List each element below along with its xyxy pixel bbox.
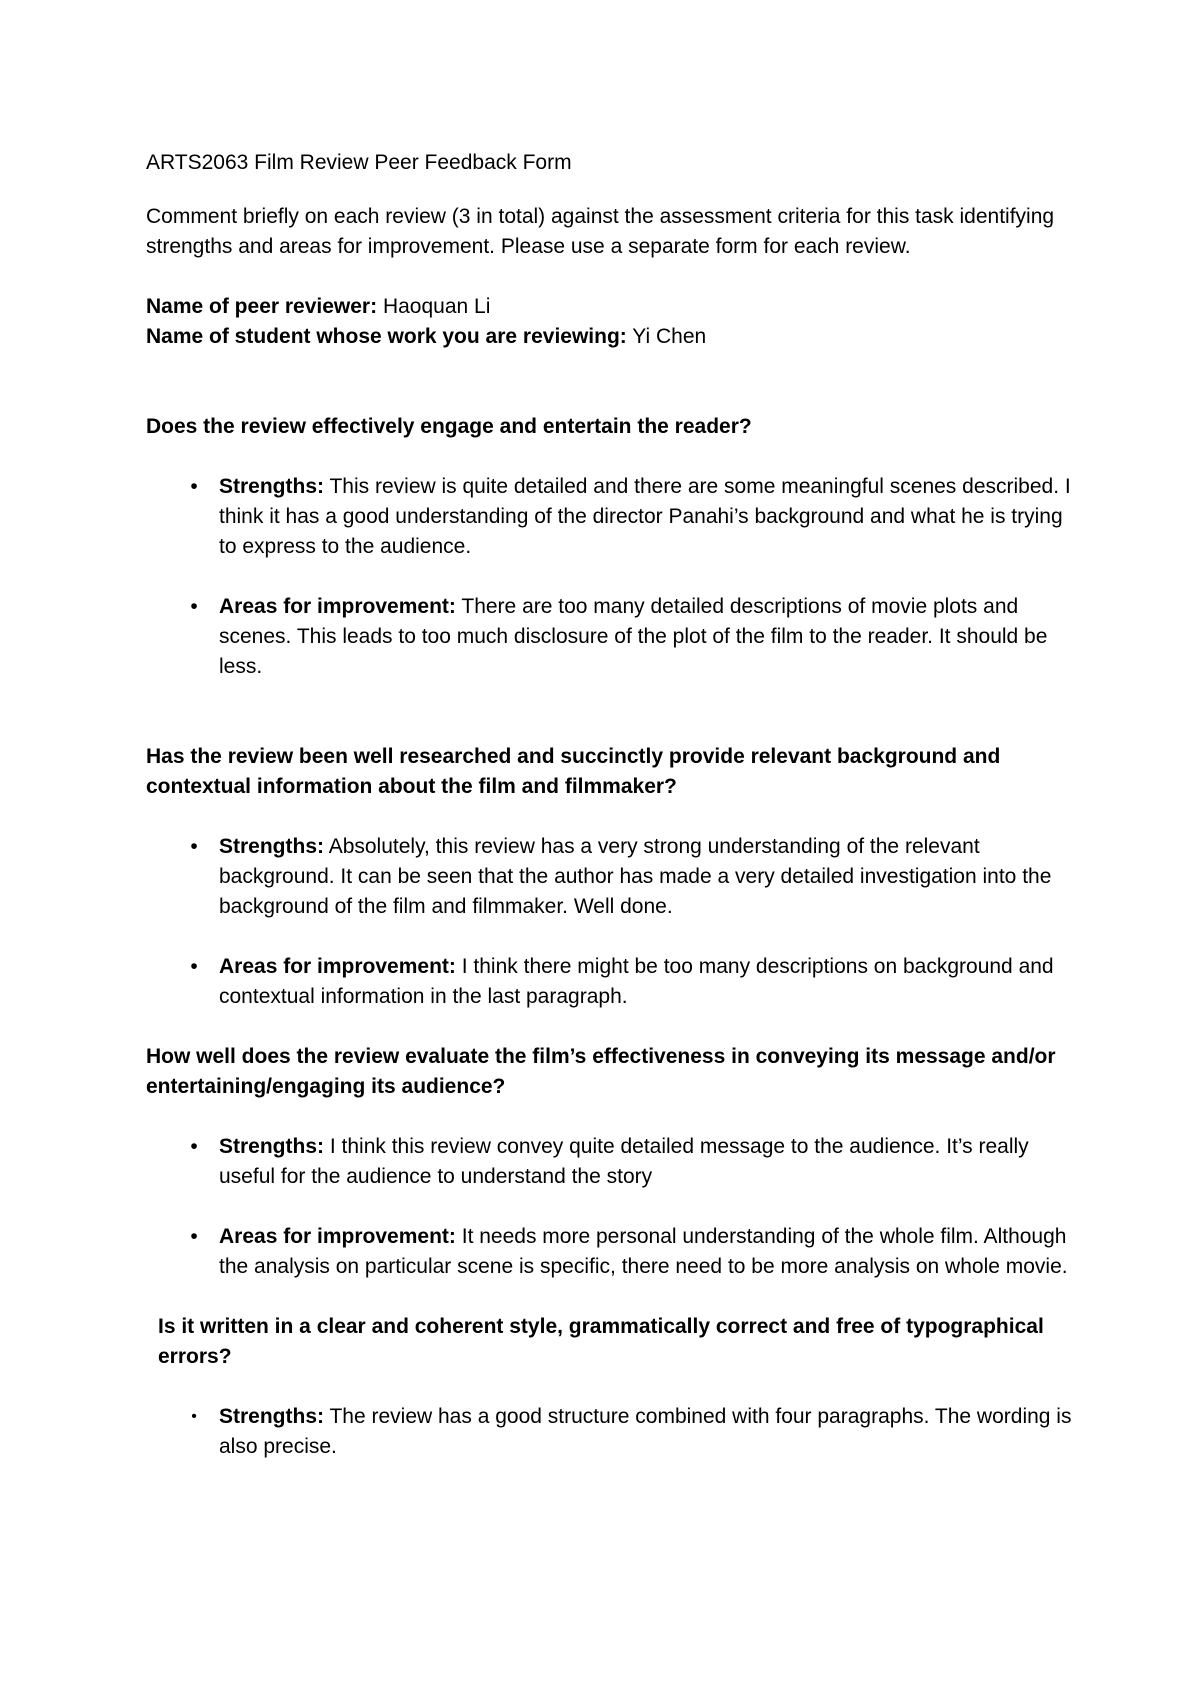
- criterion-question: How well does the review evaluate the film’s effectiveness in conveying its message and/or entertaining/engaging its audience?: [146, 1045, 1056, 1098]
- criterion-section-3: [146, 1042, 1076, 1282]
- bullet-icon: •: [190, 955, 198, 978]
- student-name: Yi Chen: [632, 325, 707, 348]
- improvement-item: [146, 1222, 1076, 1282]
- strengths-text: This review is quite detailed and there are some meaningful scenes described. I think it has a good understanding of the director Panahi’s background and what he is trying to express to the audience.: [219, 475, 1071, 558]
- improvement-text: It needs more personal understanding of the whole film. Although the analysis on particular scene is specific, there need to be more analysis on whole movie.: [219, 1225, 1068, 1278]
- bullet-icon: •: [190, 1135, 198, 1158]
- feedback-list: [146, 832, 1076, 1012]
- criterion-section-4: [146, 1312, 1076, 1462]
- strengths-item: [146, 1132, 1076, 1192]
- student-label: Name of student whose work you are reviewing:: [146, 325, 627, 348]
- strengths-text: The review has a good structure combined with four paragraphs. The wording is also precise.: [219, 1405, 1072, 1458]
- strengths-text: Absolutely, this review has a very strong understanding of the relevant background. It can be seen that the author has made a very detailed investigation into the background of the film and filmmaker. Well done.: [219, 835, 1052, 918]
- bullet-icon: •: [190, 475, 198, 498]
- bullet-icon: •: [190, 1225, 198, 1248]
- bullet-icon: •: [190, 835, 198, 858]
- improvement-label: Areas for improvement:: [219, 1225, 456, 1248]
- strengths-label: Strengths:: [219, 1135, 324, 1158]
- improvement-item: [146, 592, 1076, 682]
- improvement-label: Areas for improvement:: [219, 595, 456, 618]
- improvement-item: [146, 952, 1076, 1012]
- student-line: [146, 322, 1076, 352]
- form-title: ARTS2063 Film Review Peer Feedback Form: [146, 151, 572, 174]
- strengths-item: [146, 472, 1076, 562]
- feedback-list: [146, 1132, 1076, 1282]
- improvement-text: I think there might be too many descriptions on background and contextual information in the last paragraph.: [219, 955, 1054, 1008]
- strengths-item: [146, 832, 1076, 922]
- criterion-section-1: [146, 412, 1076, 682]
- document-page: [146, 148, 1076, 1462]
- peer-reviewer-line: [146, 292, 1076, 322]
- criterion-question: Is it written in a clear and coherent style, grammatically correct and free of typographical errors?: [158, 1315, 1044, 1368]
- criterion-question: Does the review effectively engage and entertain the reader?: [146, 415, 752, 438]
- strengths-label: Strengths:: [219, 475, 324, 498]
- peer-reviewer-name: Haoquan Li: [382, 295, 491, 318]
- form-instructions: Comment briefly on each review (3 in total) against the assessment criteria for this task identifying strengths and areas for improvement. Please use a separate form for each review.: [146, 205, 1055, 258]
- improvement-label: Areas for improvement:: [219, 955, 456, 978]
- bullet-icon: •: [191, 1408, 197, 1425]
- strengths-text: I think this review convey quite detailed message to the audience. It’s really useful for the audience to understand the story: [219, 1135, 1029, 1188]
- criterion-question: Has the review been well researched and succinctly provide relevant background and contextual information about the film and filmmaker?: [146, 745, 1001, 798]
- feedback-list: [146, 1402, 1076, 1462]
- bullet-icon: •: [190, 595, 198, 618]
- strengths-label: Strengths:: [219, 835, 324, 858]
- peer-reviewer-label: Name of peer reviewer:: [146, 295, 378, 318]
- strengths-label: Strengths:: [219, 1405, 324, 1428]
- improvement-text: There are too many detailed descriptions of movie plots and scenes. This leads to too much disclosure of the plot of the film to the reader. It should be less.: [219, 595, 1048, 678]
- names-block: [146, 292, 1076, 352]
- feedback-list: [146, 472, 1076, 682]
- strengths-item: [146, 1402, 1076, 1462]
- criterion-section-2: [146, 742, 1076, 1012]
